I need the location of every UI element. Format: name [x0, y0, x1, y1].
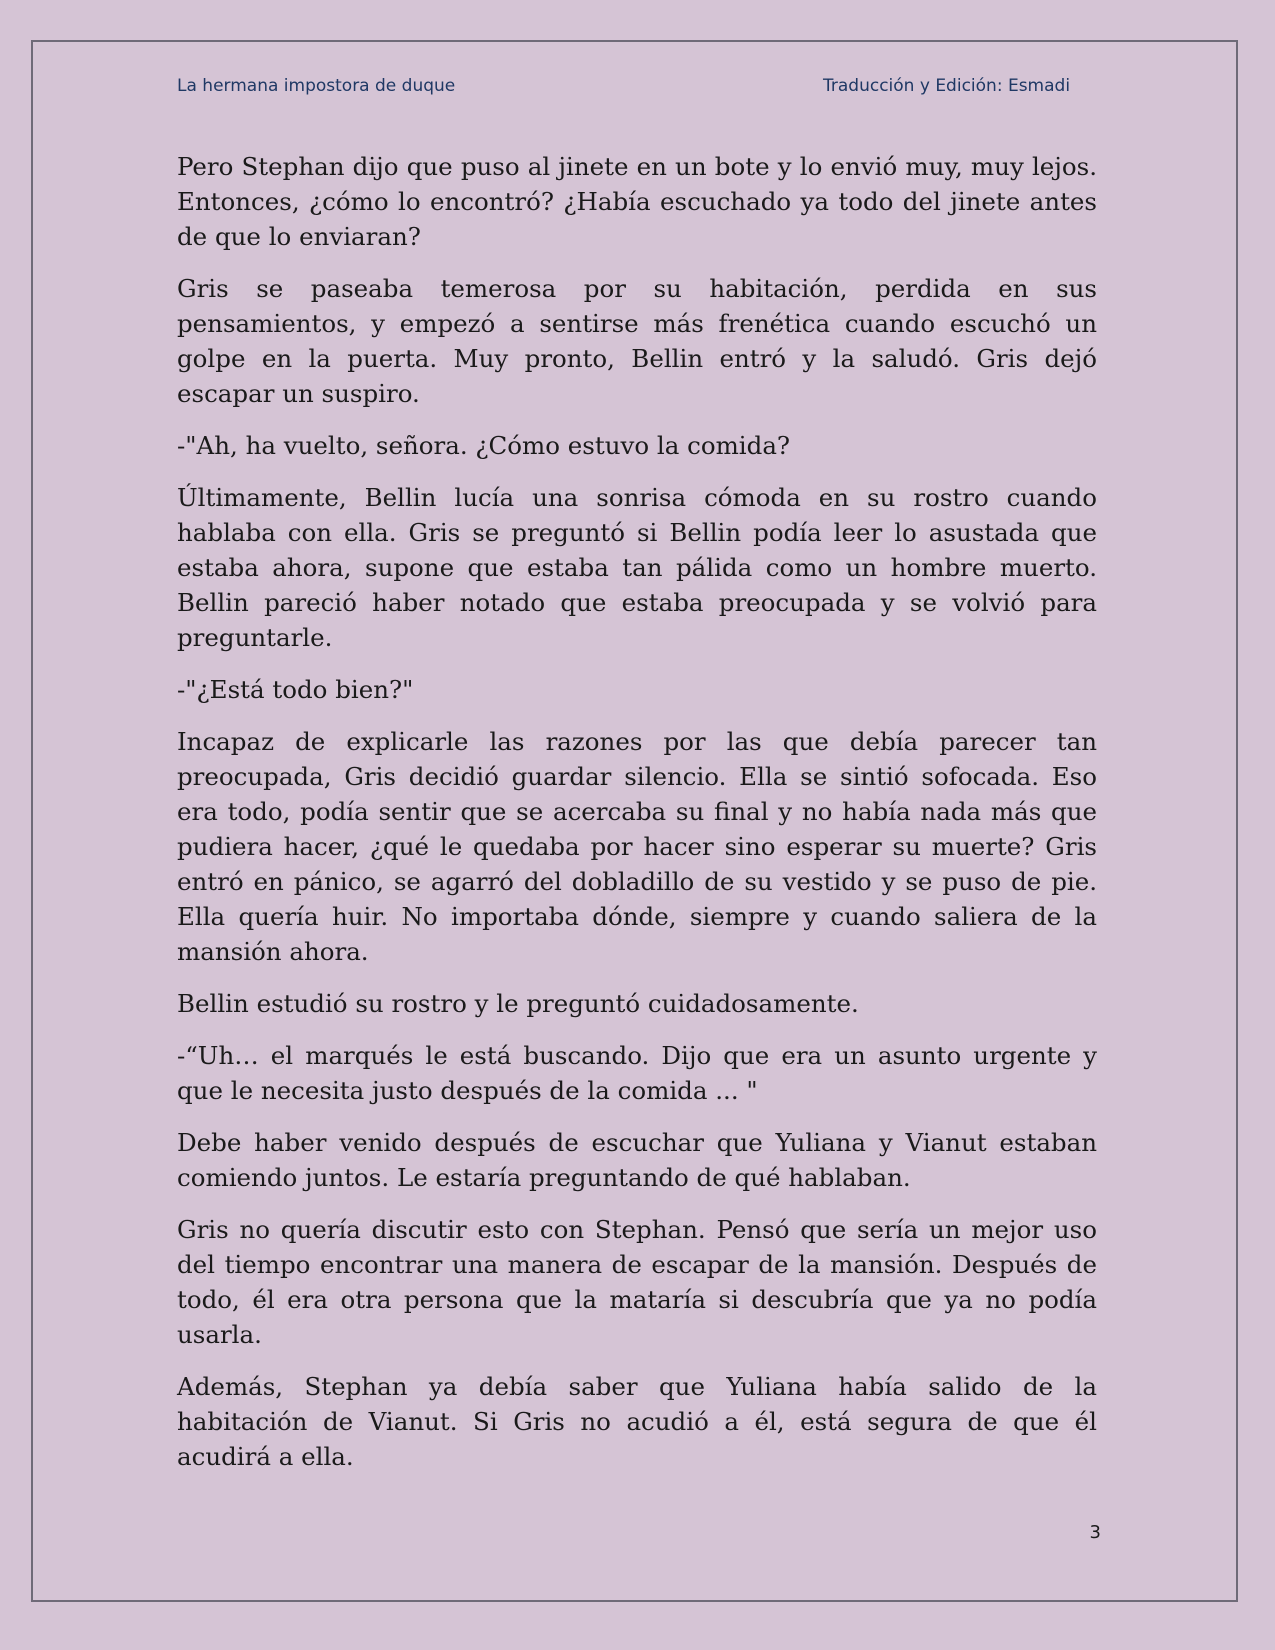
- header-credit: Traducción y Edición: Esmadi: [823, 76, 1071, 96]
- dialogue-line: -"¿Está todo bien?": [177, 675, 414, 704]
- dialogue-line: -“Uh… el marqués le está buscando. Dijo que era un asunto urgente y que le necesita justo después de la comida ... ": [177, 1041, 1097, 1105]
- paragraph: Bellin estudió su rostro y le preguntó cuidadosamente.: [177, 989, 859, 1018]
- paragraph: Además, Stephan ya debía saber que Yuliana había salido de la habitación de Vianut. Si Gris no acudió a él, está segura de que él acudirá a ella.: [177, 1372, 1097, 1471]
- paragraph: Gris no quería discutir esto con Stephan. Pensó que sería un mejor uso del tiempo encontrar una manera de escapar de la mansión. Después de todo, él era otra persona que la mataría si descubría que ya no podía usarla.: [177, 1215, 1097, 1349]
- page-number: 3: [1089, 1522, 1101, 1543]
- paragraph: Incapaz de explicarle las razones por las que debía parecer tan preocupada, Gris decidió guardar silencio. Ella se sintió sofocada. Eso era todo, podía sentir que se acercaba su final y no había nada más que pudiera hacer, ¿qué le quedaba por hacer sino esperar su muerte? Gris entró en pánico, se agarró del dobladillo de su vestido y se puso de pie. Ella quería huir. No importaba dónde, siempre y cuando saliera de la mansión ahora.: [177, 727, 1097, 966]
- dialogue-line: -"Ah, ha vuelto, señora. ¿Cómo estuvo la comida?: [177, 431, 791, 460]
- paragraph: Pero Stephan dijo que puso al jinete en un bote y lo envió muy, muy lejos. Entonces, ¿cómo lo encontró? ¿Había escuchado ya todo del jinete antes de que lo enviaran?: [177, 152, 1097, 251]
- paragraph: Gris se paseaba temerosa por su habitación, perdida en sus pensamientos, y empezó a sentirse más frenética cuando escuchó un golpe en la puerta. Muy pronto, Bellin entró y la saludó. Gris dejó escapar un suspiro.: [177, 274, 1097, 408]
- paragraph: Últimamente, Bellin lucía una sonrisa cómoda en su rostro cuando hablaba con ella. Gris se preguntó si Bellin podía leer lo asustada que estaba ahora, supone que estaba tan pálida como un hombre muerto. Bellin pareció haber notado que estaba preocupada y se volvió para preguntarle.: [177, 483, 1097, 652]
- header-title: La hermana impostora de duque: [177, 76, 456, 96]
- paragraph: Debe haber venido después de escuchar que Yuliana y Vianut estaban comiendo juntos. Le estaría preguntando de qué hablaban.: [177, 1128, 1097, 1192]
- document-body: [177, 149, 1097, 1491]
